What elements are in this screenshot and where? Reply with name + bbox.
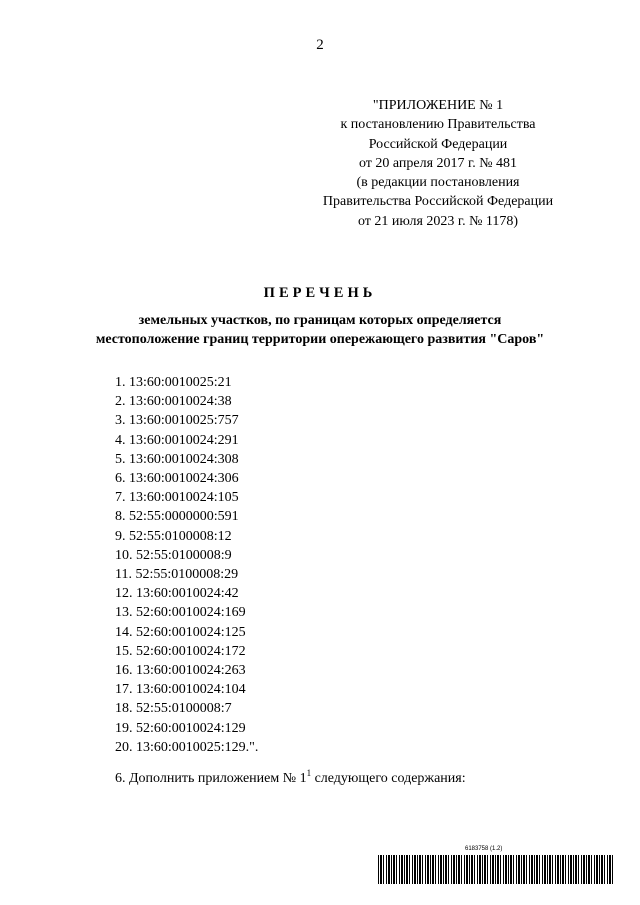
list-item: 10. 52:55:0100008:9 — [115, 547, 232, 563]
list-item: 6. 13:60:0010024:306 — [115, 471, 239, 487]
list-item: 14. 52:60:0010024:125 — [115, 624, 246, 640]
appendix-line: Правительства Российской Федерации — [322, 194, 554, 210]
list-item: 3. 13:60:0010025:757 — [115, 413, 239, 429]
appendix-header — [300, 96, 576, 231]
page-number: 2 — [316, 37, 324, 53]
appendix-line: от 21 июля 2023 г. № 1178) — [357, 213, 519, 229]
appendix-line: от 20 апреля 2017 г. № 481 — [358, 155, 518, 171]
document-title: ПЕРЕЧЕНЬ — [263, 285, 377, 301]
amendment-paragraph — [115, 768, 466, 787]
list-item: 13. 52:60:0010024:169 — [115, 605, 246, 621]
subtitle-line: местоположение границ территории опережающего развития "Саров" — [95, 332, 545, 347]
list-item: 15. 52:60:0010024:172 — [115, 643, 246, 659]
list-item: 20. 13:60:0010025:129.". — [115, 739, 259, 755]
list-item: 19. 52:60:0010024:129 — [115, 720, 246, 736]
list-item: 11. 52:55:0100008:29 — [115, 567, 239, 583]
list-item: 12. 13:60:0010024:42 — [115, 586, 239, 602]
list-item: 8. 52:55:0000000:591 — [115, 509, 239, 525]
amendment-superscript: 1 — [306, 768, 312, 778]
appendix-line: Российской Федерации — [368, 136, 508, 152]
subtitle-line: земельных участков, по границам которых определяется — [138, 313, 502, 328]
document-subtitle — [0, 311, 640, 349]
appendix-line: "ПРИЛОЖЕНИЕ № 1 — [372, 98, 504, 113]
list-item: 7. 13:60:0010024:105 — [115, 490, 239, 506]
parcel-list — [115, 373, 258, 757]
list-item: 18. 52:55:0100008:7 — [115, 701, 232, 717]
list-item: 4. 13:60:0010024:291 — [115, 432, 239, 448]
list-item: 1. 13:60:0010025:21 — [115, 375, 232, 390]
amendment-text-end: следующего содержания: — [311, 771, 466, 786]
list-item: 5. 13:60:0010024:308 — [115, 451, 239, 467]
appendix-line: (в редакции постановления — [356, 175, 520, 191]
list-item: 2. 13:60:0010024:38 — [115, 394, 232, 410]
appendix-line: к постановлению Правительства — [340, 117, 536, 133]
barcode-image — [378, 855, 614, 884]
list-item: 17. 13:60:0010024:104 — [115, 682, 246, 698]
list-item: 9. 52:55:0100008:12 — [115, 528, 232, 544]
amendment-text: 6. Дополнить приложением № 1 — [115, 771, 307, 786]
document-code: 6183758 (1.2) — [465, 846, 503, 852]
list-item: 16. 13:60:0010024:263 — [115, 663, 246, 679]
